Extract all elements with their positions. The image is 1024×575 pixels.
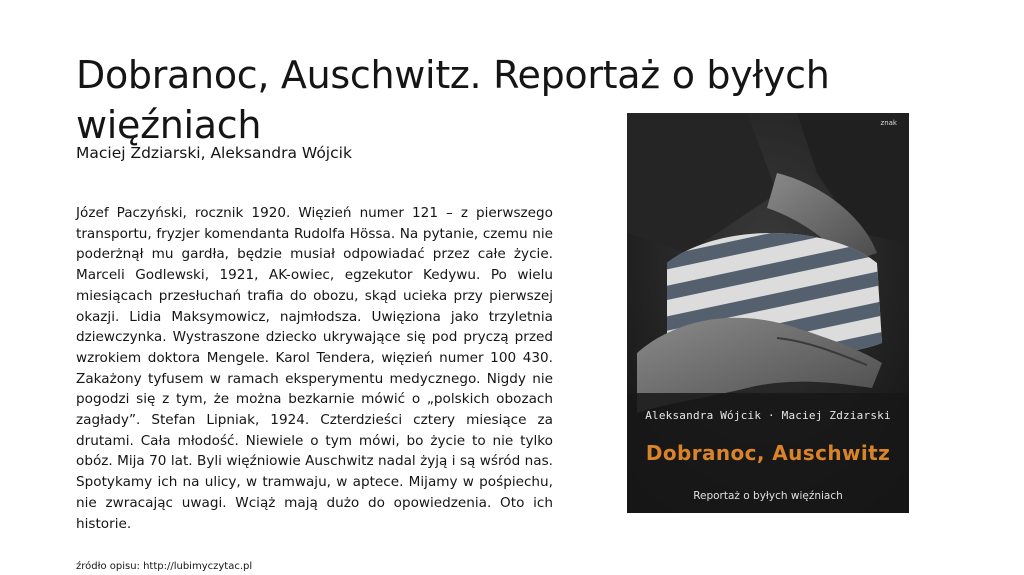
cover-authors: Aleksandra Wójcik · Maciej Zdziarski bbox=[645, 409, 891, 422]
cover-title: Dobranoc, Auschwitz bbox=[645, 441, 891, 465]
source-note: źródło opisu: http://lubimyczytac.pl bbox=[76, 561, 253, 572]
book-cover bbox=[627, 113, 909, 513]
cover-subtitle: Reportaż o byłych więźniach bbox=[693, 490, 843, 502]
publisher-logo: znak bbox=[880, 119, 897, 127]
slide-title: Dobranoc, Auschwitz. Reportaż o byłych więźniach bbox=[76, 53, 830, 147]
book-authors: Maciej Zdziarski, Aleksandra Wójcik bbox=[76, 144, 352, 162]
book-description: Józef Paczyński, rocznik 1920. Więzień numer 121 – z pierwszego transportu, fryzjer komendanta Rudolfa Hössa. Na pytanie, czemu nie poderżnął mu gardła, będzie musiał odpowiadać przez całe życie. Marceli Godlewski, 1921, AK-owiec, egzekutor Kedywu. Po wielu miesiącach przesłuchań trafia do obozu, skąd ucieka przy pierwszej okazji. Lidia Maksymowicz, najmłodsza. Uwięziona jako trzyletnia dziewczynka. Wystraszone dziecko ukrywające się pod pryczą przed wzrokiem doktora Mengele. Karol Tendera, więzień numer 100 430. Zakażony tyfusem w ramach eksperymentu medycznego. Nigdy nie pogodzi się z tym, że można bezkarnie mówić o „polskich obozach zagłady”. Stefan Lipniak, 1924. Czterdzieści cztery miesiące za drutami. Cała młodość. Niewiele o tym mówi, bo życie to nie tylko obóz. Mija 70 lat. Byli więźniowie Auschwitz nadal żyją i są wśród nas. Spotykamy ich na ulicy, w tramwaju, w aptece. Mijamy w pośpiechu, nie zwracając uwagi. Wciąż mają dużo do opowiedzenia. Oto ich historie. bbox=[76, 205, 553, 532]
